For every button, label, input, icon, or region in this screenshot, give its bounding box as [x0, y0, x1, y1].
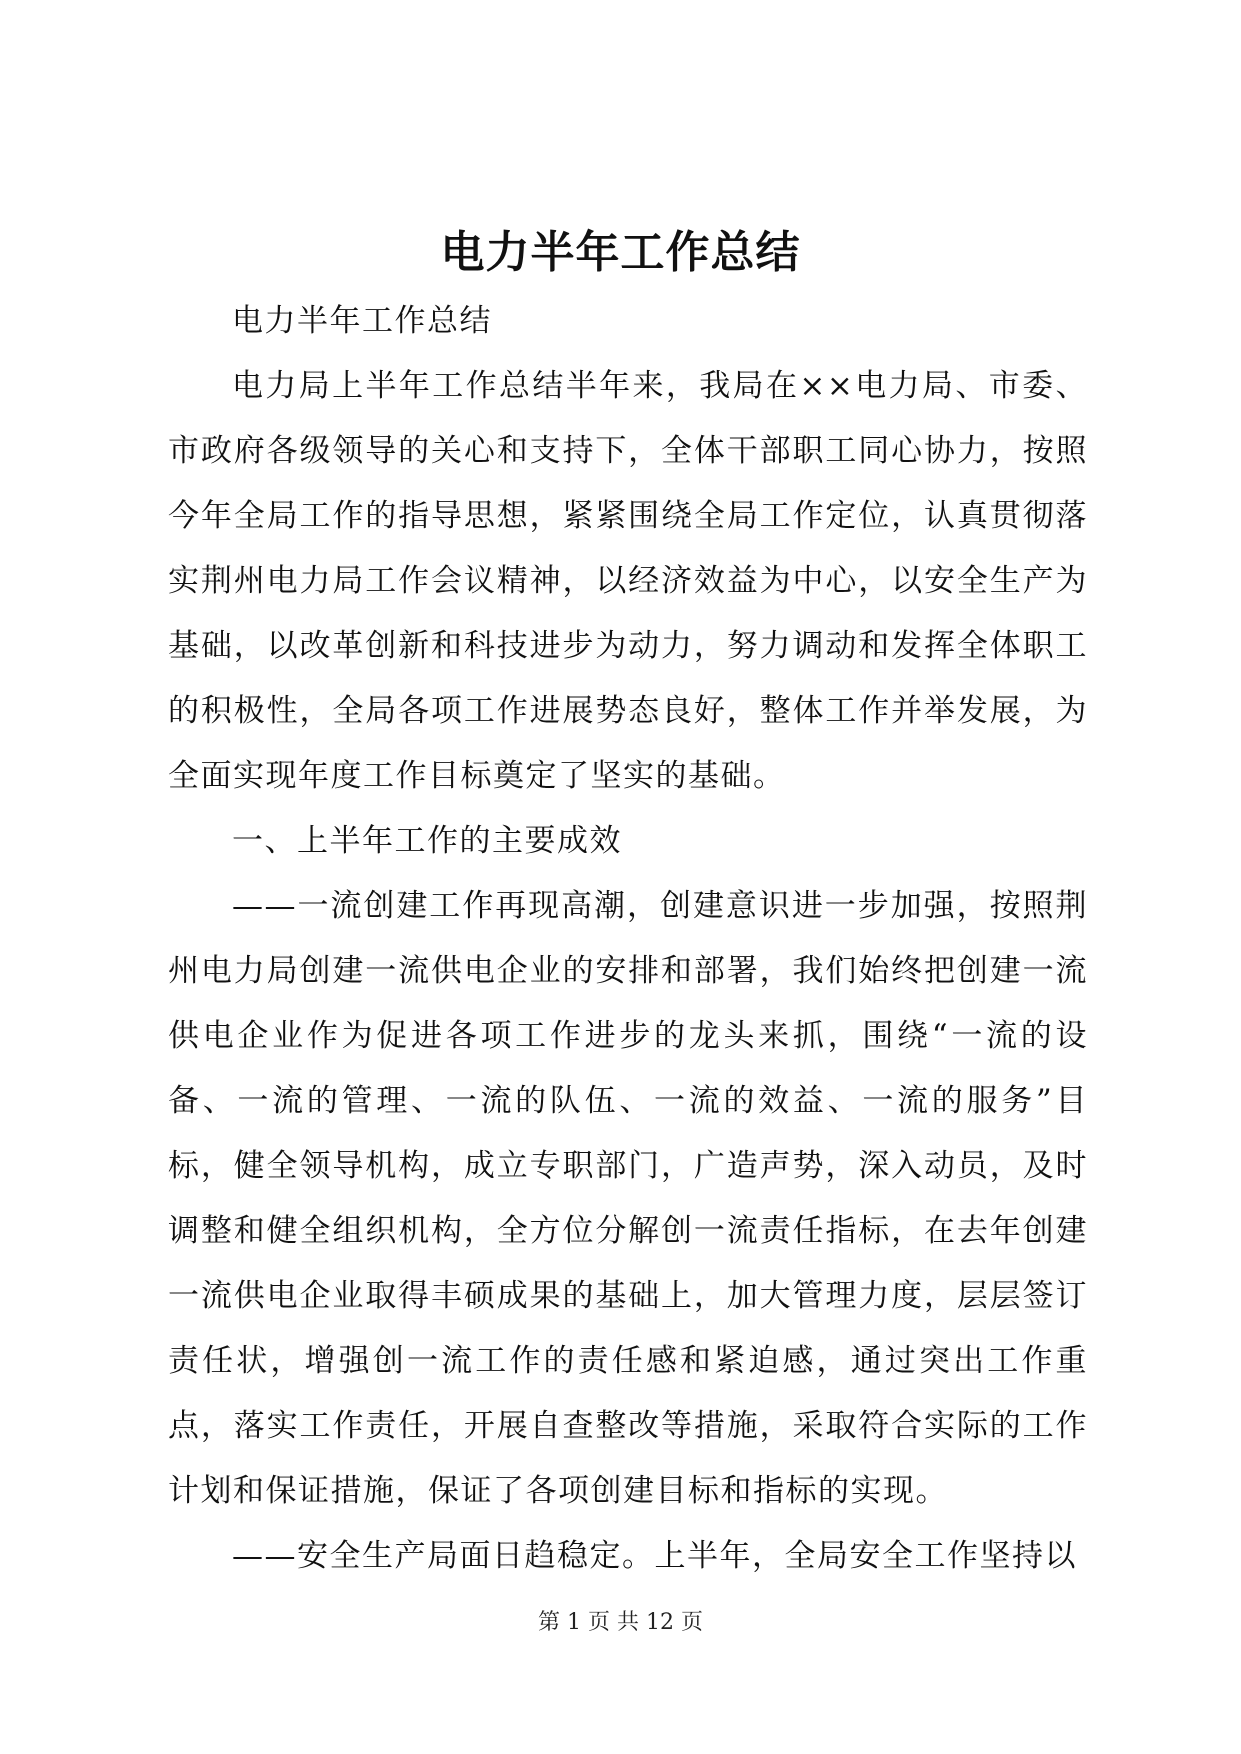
achievement-paragraph: ——一流创建工作再现高潮，创建意识进一步加强，按照荆州电力局创建一流供电企业的安排和部署，我们始终把创建一流供电企业作为促进各项工作进步的龙头来抓，围绕“一流的设备、一流的管理、一流的队伍、一流的效益、一流的服务”目标，健全领导机构，成立专职部门，广造声势，深入动员，及时调整和健全组织机构，全方位分解创一流责任指标，在去年创建一流供电企业取得丰硕成果的基础上，加大管理力度，层层签订责任状，增强创一流工作的责任感和紧迫感，通过突出工作重点，落实工作责任，开展自查整改等措施，采取符合实际的工作计划和保证措施，保证了各项创建目标和指标的实现。	[168, 888, 1088, 1509]
subtitle-paragraph: 电力半年工作总结	[232, 303, 492, 339]
document-title: 电力半年工作总结	[440, 227, 801, 278]
document-body	[168, 289, 1088, 1589]
page-footer: 第 1 页 共 12 页	[538, 1610, 703, 1635]
section-heading: 一、上半年工作的主要成效	[232, 823, 622, 859]
intro-paragraph: 电力局上半年工作总结半年来，我局在××电力局、市委、市政府各级领导的关心和支持下，全体干部职工同心协力，按照今年全局工作的指导思想，紧紧围绕全局工作定位，认真贯彻落实荆州电力局工作会议精神，以经济效益为中心，以安全生产为基础，以改革创新和科技进步为动力，努力调动和发挥全体职工的积极性，全局各项工作进展势态良好，整体工作并举发展，为全面实现年度工作目标奠定了坚实的基础。	[168, 368, 1088, 794]
safety-paragraph: ——安全生产局面日趋稳定。上半年，全局安全工作坚持以	[232, 1538, 1077, 1574]
